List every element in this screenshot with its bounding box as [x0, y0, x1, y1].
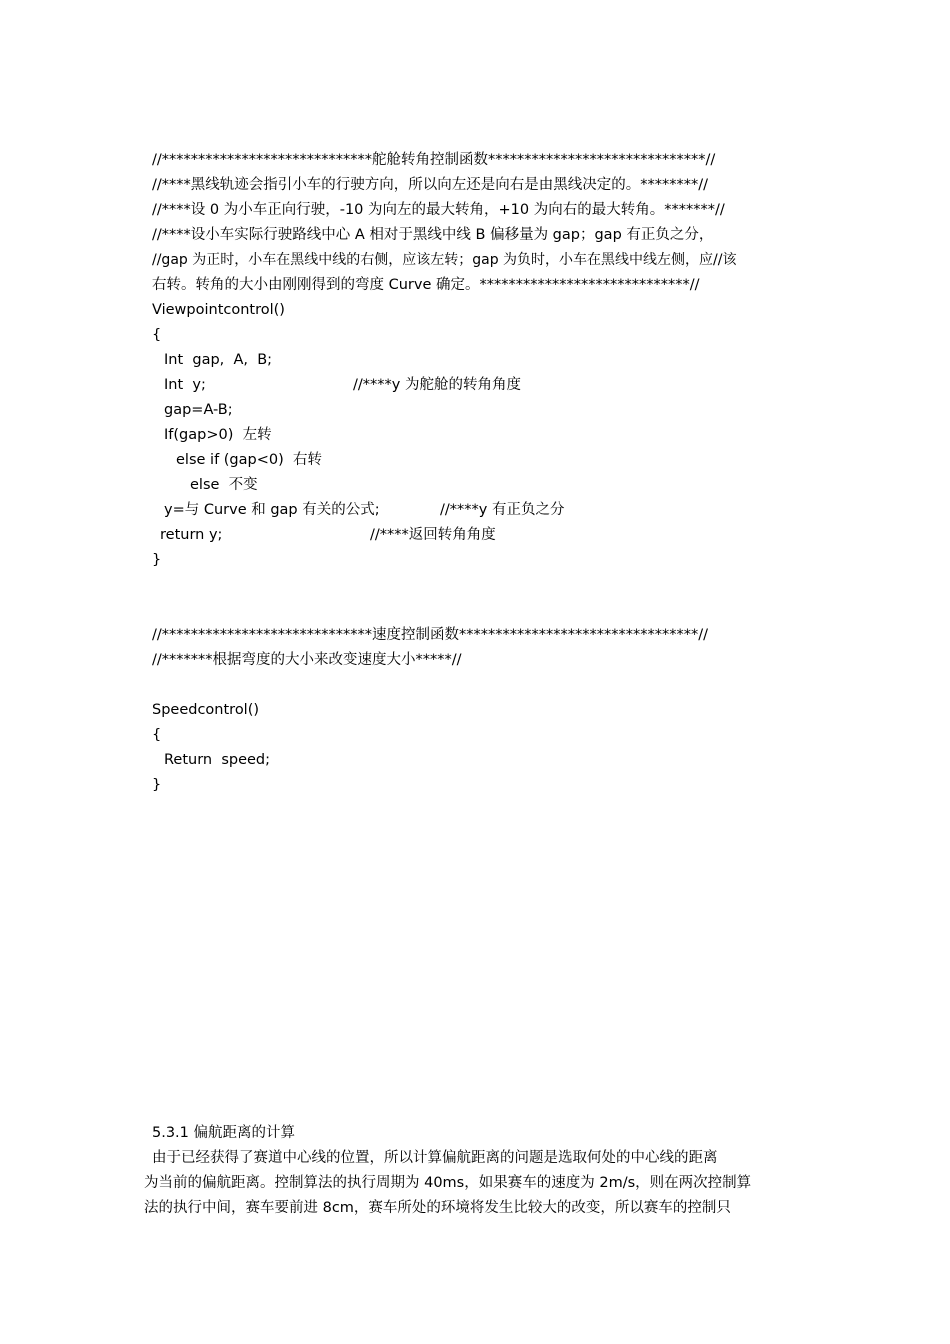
steering-comment-3: //****设小车实际行驶路线中心 A 相对于黑线中线 B 偏移量为 gap；gap 有正负之分， [152, 227, 714, 243]
paragraph-line-1: 由于已经获得了赛道中心线的位置，所以计算偏航距离的问题是选取何处的中心线的距离 [152, 1150, 718, 1166]
speed-header: //*****************************速度控制函数*********************************// [152, 627, 709, 643]
viewpoint-open-brace: { [152, 327, 162, 343]
viewpoint-close-brace: } [152, 552, 162, 568]
steering-header: //*****************************舵舱转角控制函数******************************// [152, 152, 716, 168]
steering-comment-4: //gap 为正时，小车在黑线中线的右侧，应该左转；gap 为负时，小车在黑线中线左侧，应//该 [152, 252, 737, 268]
code-formula: y=与 Curve 和 gap 有关的公式; [164, 502, 380, 518]
paragraph-line-3: 法的执行中间，赛车要前进 8cm，赛车所处的环境将发生比较大的改变，所以赛车的控制只 [144, 1200, 731, 1216]
speed-open-brace: { [152, 727, 162, 743]
subsection-heading: 5.3.1 偏航距离的计算 [152, 1125, 296, 1141]
code-decl-vars: Int gap, A, B; [164, 352, 273, 368]
code-return-y: return y; [160, 527, 223, 543]
code-if-left: If(gap>0) 左转 [164, 427, 272, 443]
steering-comment-2: //****设 0 为小车正向行驶，-10 为向左的最大转角，+10 为向右的最大转角。*******// [152, 202, 725, 218]
speed-close-brace: } [152, 777, 162, 793]
paragraph-line-2: 为当前的偏航距离。控制算法的执行周期为 40ms，如果赛车的速度为 2m/s，则在两次控制算 [144, 1175, 752, 1191]
speed-function-name: Speedcontrol() [152, 702, 260, 718]
code-else-if-right: else if (gap<0) 右转 [176, 452, 322, 468]
code-else-unchanged: else 不变 [190, 477, 258, 493]
speed-comment: //*******根据弯度的大小来改变速度大小*****// [152, 652, 462, 668]
code-formula-comment: //****y 有正负之分 [440, 502, 565, 518]
viewpoint-function-name: Viewpointcontrol() [152, 302, 285, 318]
code-return-comment: //****返回转角角度 [370, 527, 496, 543]
steering-comment-1: //****黑线轨迹会指引小车的行驶方向，所以向左还是向右是由黑线决定的。********// [152, 177, 709, 193]
code-decl-y-comment: //****y 为舵舱的转角角度 [353, 377, 521, 393]
code-assign-gap: gap=A-B; [164, 402, 233, 418]
speed-return-line: Return speed; [164, 752, 271, 768]
code-decl-y: Int y; [164, 377, 206, 393]
steering-comment-5: 右转。转角的大小由刚刚得到的弯度 Curve 确定。*****************************// [152, 277, 700, 293]
